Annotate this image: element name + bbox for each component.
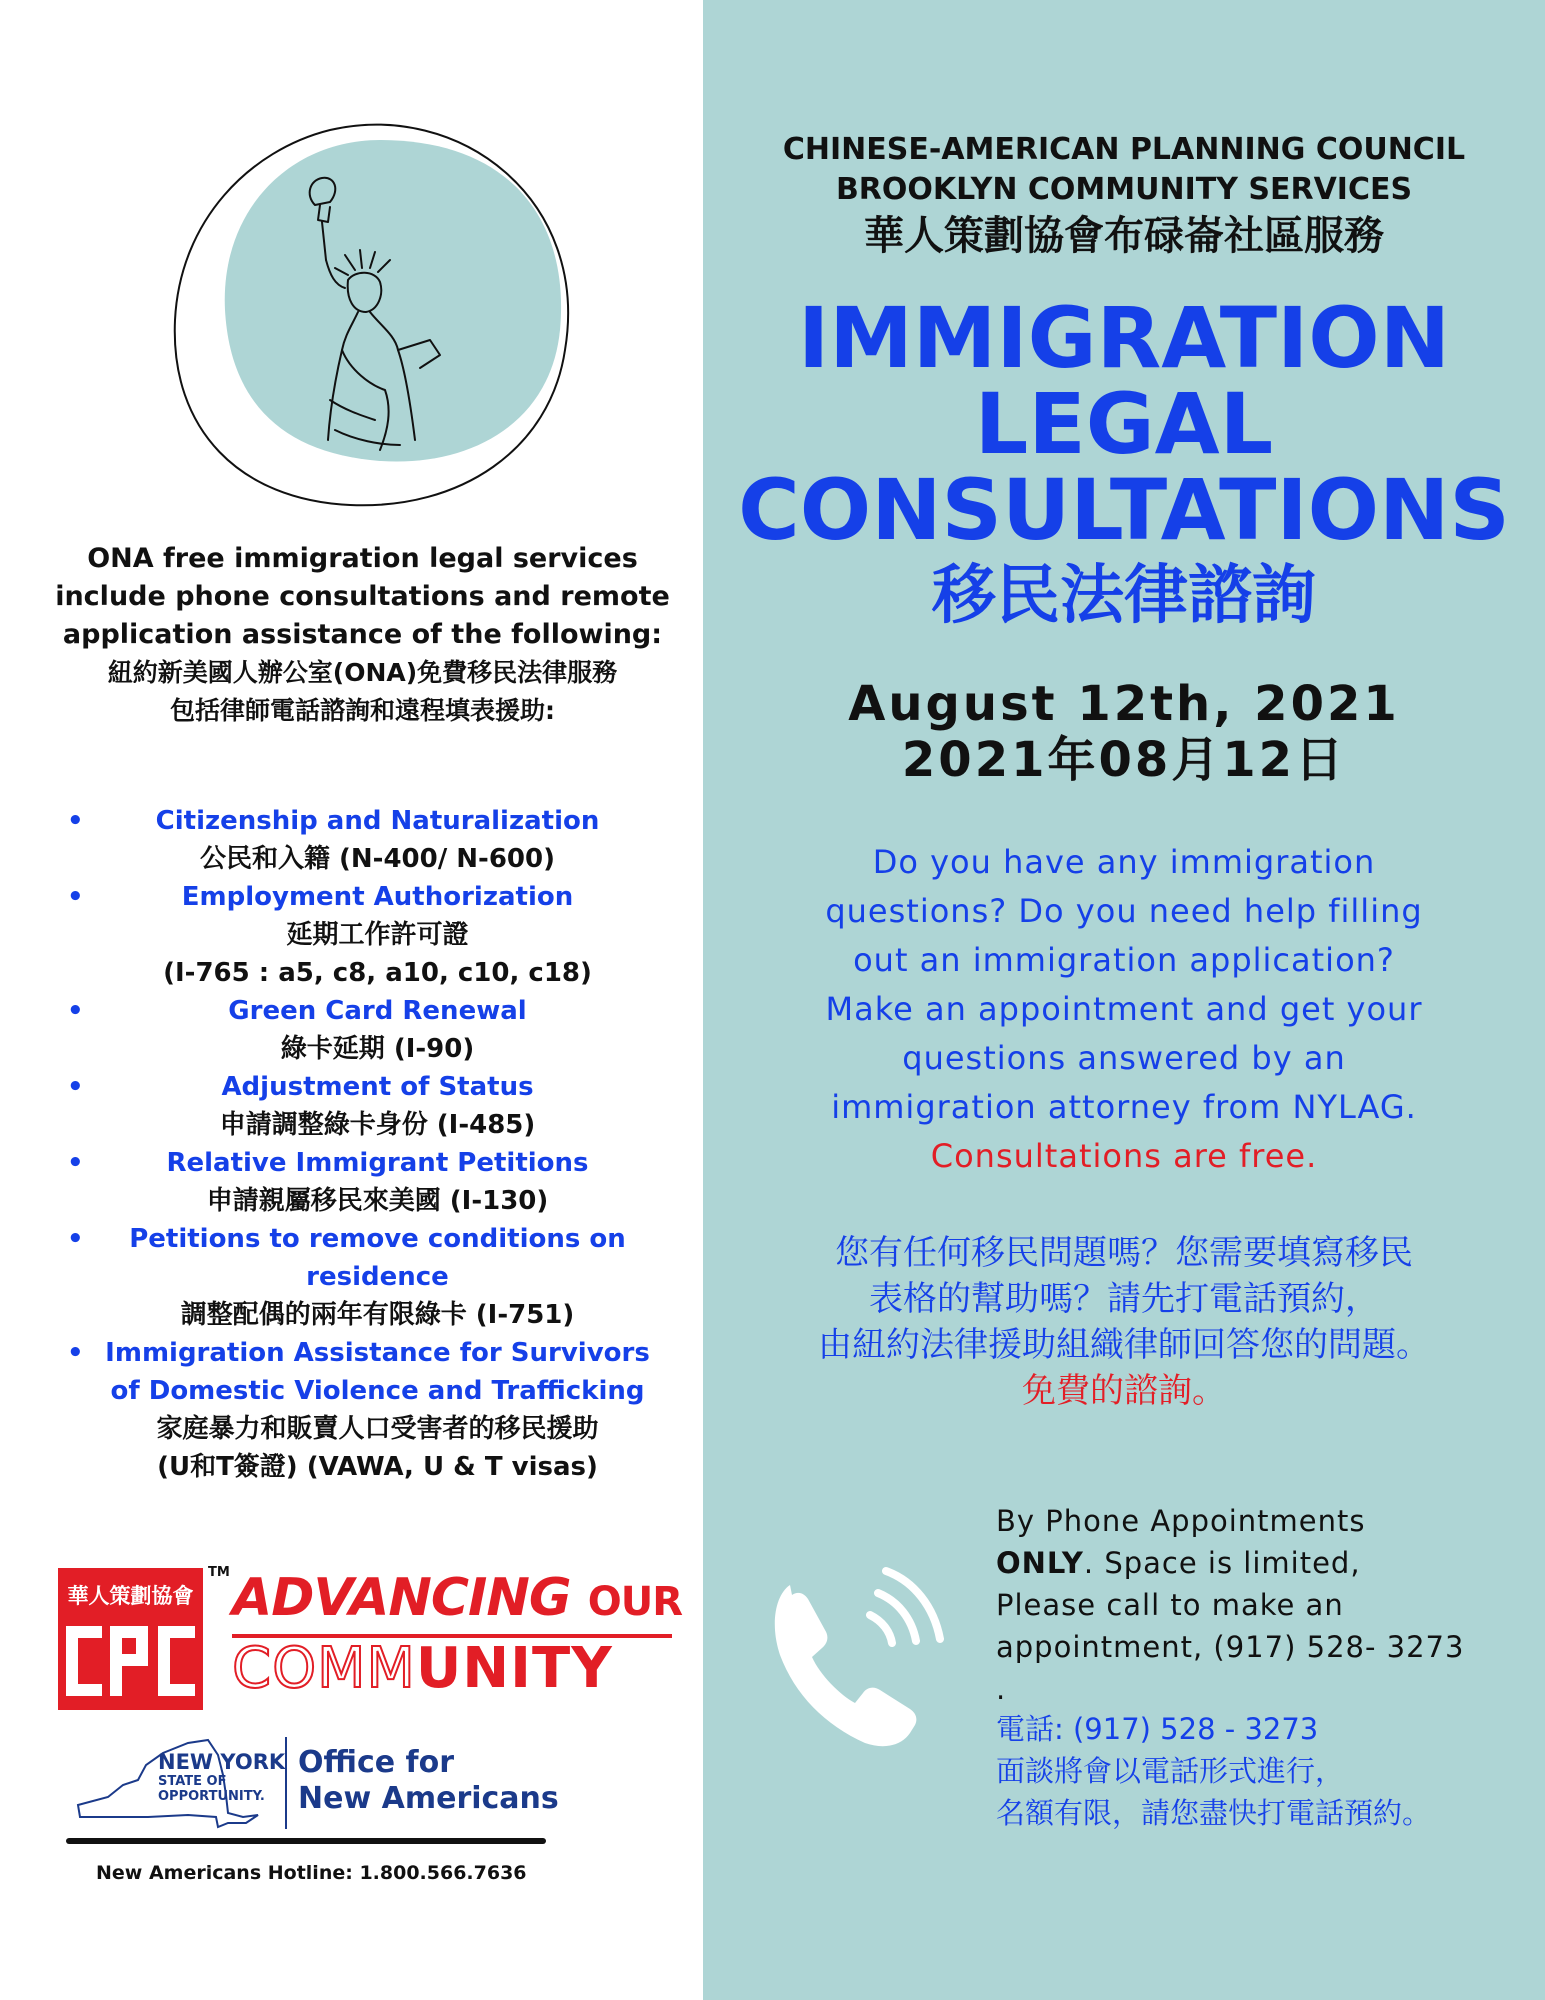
title-line3: CONSULTATIONS (738, 461, 1510, 559)
slogan-line2 (232, 1636, 613, 1701)
new-york-state-logo-text (158, 1750, 285, 1804)
bullet-icon: • (67, 1072, 84, 1102)
phone-appointment-info (996, 1500, 1516, 1710)
service-name: Immigration Assistance for Survivors of Domestic Violence and Trafficking (105, 1338, 650, 1406)
bullet-icon: • (67, 1148, 84, 1178)
logo-divider (285, 1737, 287, 1829)
intro-english: ONA free immigration legal services include phone consultations and remote application assistance of the following: (55, 543, 670, 650)
bullet-icon: • (67, 806, 84, 836)
service-name-chinese: 家庭暴力和販賣人口受害者的移民援助 (156, 1414, 599, 1444)
description-line: Make an appointment and get your (825, 990, 1423, 1028)
only-emphasis: ONLY (996, 1546, 1084, 1580)
service-name-chinese: 調整配偶的兩年有限綠卡 (I-751) (180, 1300, 575, 1330)
org-name-line2: BROOKLYN COMMUNITY SERVICES (835, 172, 1413, 207)
service-name: Employment Authorization (181, 882, 574, 912)
org-name-chinese: 華人策劃協會布碌崙社區服務 (864, 213, 1384, 259)
description-line-chinese: 由紐約法律援助組織律師回答您的問題。 (818, 1325, 1430, 1365)
statue-of-liberty-illustration (130, 110, 580, 510)
bullet-icon: • (67, 882, 84, 912)
bullet-icon: • (67, 996, 84, 1026)
description-line-chinese: 您有任何移民問題嗎？您需要填寫移民 (835, 1233, 1413, 1273)
teal-blob (225, 140, 561, 461)
description-line-chinese: 表格的幫助嗎？請先打電話預約， (869, 1279, 1379, 1319)
phone-info-chinese-line3: 名額有限，請您盡快打電話預約。 (996, 1796, 1432, 1830)
free-consultation-note-chinese: 免費的諮詢。 (1022, 1371, 1226, 1411)
free-consultation-note: Consultations are free. (930, 1137, 1318, 1175)
service-name: Petitions to remove conditions on residence (129, 1224, 626, 1292)
service-visa-types: (U和T簽證) (VAWA, U & T visas) (157, 1452, 598, 1482)
intro-chinese-line2: 包括律師電話諮詢和遠程填表援助: (170, 696, 555, 725)
service-name-chinese: 公民和入籍 (N-400/ N-600) (199, 844, 555, 874)
phone-info-line1: By Phone Appointments (996, 1504, 1366, 1538)
trademark-symbol: TM (208, 1565, 230, 1580)
phone-number-chinese: 電話: (917) 528 - 3273 (996, 1712, 1319, 1746)
description-english (703, 838, 1545, 1181)
slogan-advancing: ADVANCING (232, 1568, 571, 1628)
service-name-chinese: 延期工作許可證 (286, 920, 469, 950)
service-name: Relative Immigrant Petitions (166, 1148, 589, 1178)
new-americans-hotline: New Americans Hotline: 1.800.566.7636 (96, 1862, 527, 1884)
service-name: Green Card Renewal (228, 996, 527, 1026)
service-item (55, 1068, 680, 1144)
ona-line1: Office for (298, 1745, 454, 1780)
description-line: out an immigration application? (853, 941, 1395, 979)
phone-icon (770, 1555, 970, 1750)
phone-info-line3: Please call to make an (996, 1588, 1344, 1622)
service-form-codes: (I-765 : a5, c8, a10, c10, c18) (163, 958, 592, 988)
phone-info-line2 (996, 1542, 1516, 1584)
cpc-letters-graphic (58, 1568, 203, 1710)
event-date (703, 676, 1545, 788)
description-line: immigration attorney from NYLAG. (831, 1088, 1417, 1126)
description-line: Do you have any immigration (872, 843, 1376, 881)
description-line: questions? Do you need help filling (825, 892, 1423, 930)
office-for-new-americans-logo (298, 1745, 559, 1817)
bullet-icon: • (67, 1224, 84, 1254)
ny-line2: STATE OF (158, 1774, 227, 1789)
slogan-comm: COMM (232, 1636, 416, 1701)
organization-header (703, 130, 1545, 262)
service-item (55, 1144, 680, 1220)
phone-info-line2-rest: . Space is limited, (1083, 1546, 1361, 1580)
title-line1: IMMIGRATION (797, 289, 1451, 387)
service-item (55, 1220, 680, 1334)
service-item (55, 992, 680, 1068)
cpc-logo-chinese: 華人策劃協會 (67, 1584, 194, 1608)
phone-info-line5: . (996, 1672, 1007, 1706)
date-chinese: 2021年08月12日 (901, 732, 1347, 788)
service-name: Citizenship and Naturalization (155, 806, 600, 836)
cpc-logo (58, 1568, 203, 1710)
service-name-chinese: 申請調整綠卡身份 (I-485) (219, 1110, 536, 1140)
intro-chinese-line1: 紐約新美國人辦公室(ONA)免費移民法律服務 (107, 658, 618, 687)
title-chinese: 移民法律諮詢 (932, 559, 1316, 633)
page-title (703, 289, 1545, 639)
advancing-our-community-slogan (232, 1568, 683, 1710)
service-name: Adjustment of Status (221, 1072, 534, 1102)
date-english: August 12th, 2021 (848, 676, 1400, 732)
left-panel (0, 0, 703, 2000)
phone-info-line4: appointment, (917) 528- 3273 (996, 1630, 1465, 1664)
description-line: questions answered by an (902, 1039, 1346, 1077)
slogan-line1 (232, 1568, 682, 1628)
ny-line1: NEW YORK (158, 1750, 286, 1774)
service-name-chinese: 綠卡延期 (I-90) (280, 1034, 475, 1064)
service-item (55, 1334, 680, 1486)
ona-line2: New Americans (298, 1781, 559, 1816)
hotline-divider (66, 1838, 546, 1844)
org-name-line1: CHINESE-AMERICAN PLANNING COUNCIL (782, 132, 1466, 167)
slogan-unity: UNITY (415, 1636, 613, 1701)
service-item (55, 878, 680, 992)
slogan-our: OUR (587, 1579, 683, 1625)
title-line2: LEGAL (974, 375, 1274, 473)
services-list (55, 802, 680, 1486)
services-intro (55, 540, 670, 730)
bullet-icon: • (67, 1338, 84, 1368)
service-name-chinese: 申請親屬移民來美國 (I-130) (206, 1186, 549, 1216)
description-chinese (703, 1230, 1545, 1414)
phone-info-chinese-line2: 面談將會以電話形式進行， (996, 1754, 1345, 1788)
service-item (55, 802, 680, 878)
phone-appointment-info-chinese (996, 1708, 1516, 1834)
ny-line3: OPPORTUNITY. (158, 1789, 265, 1804)
